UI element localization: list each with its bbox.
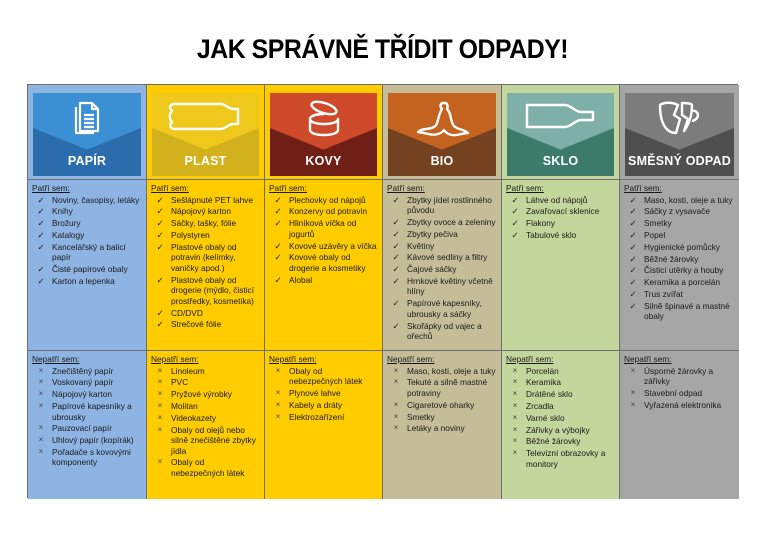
item-text: Plastové obaly od potravin (kelímky, vaničky apod.) bbox=[171, 241, 237, 273]
list-item bbox=[151, 230, 260, 241]
item-text: Brožury bbox=[52, 218, 81, 229]
cross-icon: × bbox=[630, 365, 636, 375]
list-item bbox=[269, 400, 378, 411]
list-item bbox=[624, 218, 735, 229]
item-text: CD/DVD bbox=[171, 307, 203, 318]
not-belongs-cell-kovy bbox=[265, 351, 383, 499]
item-text: Hrnkové květiny včetně hlíny bbox=[407, 275, 493, 297]
checkmark-icon: ✓ bbox=[392, 275, 400, 286]
item-text: Kovové obaly od drogerie a kosmetiky bbox=[289, 252, 366, 273]
cross-icon: × bbox=[38, 377, 44, 387]
item-text: Kabely a dráty bbox=[289, 399, 343, 410]
list-item bbox=[387, 423, 497, 434]
item-text: Plynové lahve bbox=[289, 387, 341, 398]
cross-icon: × bbox=[38, 446, 44, 456]
waste-sorting-table bbox=[27, 84, 738, 498]
cross-icon: × bbox=[512, 412, 518, 422]
not-belongs-cell-sklo bbox=[502, 351, 620, 499]
list-item bbox=[151, 308, 260, 319]
list-item bbox=[387, 400, 497, 411]
list-item bbox=[32, 389, 142, 400]
item-text: Kávové sedliny a filtry bbox=[407, 252, 488, 263]
checkmark-icon: ✓ bbox=[37, 241, 45, 252]
item-text: Pauzovací papír bbox=[52, 423, 112, 434]
item-text: Maso, kosti, oleje a tuky bbox=[407, 365, 496, 376]
list-item bbox=[624, 289, 735, 300]
item-text: Nápojový karton bbox=[52, 389, 112, 400]
category-header-bio bbox=[383, 85, 502, 180]
item-text: Keramika a porcelán bbox=[644, 277, 721, 288]
checkmark-icon: ✓ bbox=[392, 264, 400, 275]
cross-icon: × bbox=[393, 399, 399, 409]
checkmark-icon: ✓ bbox=[629, 300, 637, 311]
checkmark-icon: ✓ bbox=[156, 194, 164, 205]
checkmark-icon: ✓ bbox=[392, 194, 400, 205]
belongs-list bbox=[624, 195, 735, 322]
item-text: Noviny, časopisy, letáky bbox=[52, 194, 140, 205]
list-item bbox=[624, 195, 735, 206]
checkmark-icon: ✓ bbox=[629, 206, 637, 217]
not-belongs-heading: Nepatří sem: bbox=[32, 354, 80, 364]
belongs-heading: Patří sem: bbox=[624, 183, 662, 193]
list-item bbox=[151, 425, 260, 457]
item-text: Sešlápnuté PET lahve bbox=[171, 194, 253, 205]
item-text: Zrcadla bbox=[526, 400, 554, 411]
item-text: Knihy bbox=[52, 206, 73, 217]
category-label: PLAST bbox=[184, 154, 227, 168]
item-text: Drátěné sklo bbox=[526, 389, 573, 400]
list-item bbox=[32, 366, 142, 377]
list-item bbox=[269, 412, 378, 423]
list-item bbox=[269, 275, 378, 286]
checkmark-icon: ✓ bbox=[274, 252, 282, 263]
list-item bbox=[32, 195, 142, 206]
item-text: Obaly od nebezpečných látek bbox=[289, 365, 363, 387]
checkmark-icon: ✓ bbox=[511, 206, 519, 217]
cross-icon: × bbox=[512, 424, 518, 434]
cross-icon: × bbox=[157, 457, 163, 467]
not-belongs-list bbox=[506, 366, 615, 470]
list-item bbox=[32, 264, 142, 275]
item-text: Čisté papírové obaly bbox=[52, 264, 128, 275]
belongs-heading: Patří sem: bbox=[269, 183, 307, 193]
item-text: Zavařovací sklenice bbox=[526, 206, 600, 217]
cross-icon: × bbox=[630, 399, 636, 409]
checkmark-icon: ✓ bbox=[629, 241, 637, 252]
list-item bbox=[269, 252, 378, 273]
item-text: Obaly od olejů nebo silně znečištěné zbytky jídla bbox=[171, 424, 256, 456]
item-text: Linoleum bbox=[171, 365, 205, 376]
cross-icon: × bbox=[157, 412, 163, 422]
not-belongs-heading: Nepatří sem: bbox=[506, 354, 554, 364]
list-item bbox=[387, 366, 497, 377]
not-belongs-cell-smesny bbox=[620, 351, 739, 499]
item-text: Cigaretové oharky bbox=[407, 399, 475, 410]
belongs-cell-plast bbox=[147, 180, 265, 351]
not-belongs-list bbox=[151, 366, 260, 479]
item-text: Pořadače s kovovými komponenty bbox=[52, 446, 131, 468]
checkmark-icon: ✓ bbox=[274, 206, 282, 217]
item-text: Keramika bbox=[526, 377, 562, 388]
cross-icon: × bbox=[275, 387, 281, 397]
category-badge-smesny bbox=[625, 93, 734, 176]
list-item bbox=[151, 275, 260, 307]
list-item bbox=[624, 400, 735, 411]
checkmark-icon: ✓ bbox=[392, 228, 400, 239]
list-item bbox=[151, 366, 260, 377]
category-label: KOVY bbox=[305, 154, 342, 168]
item-text: Konzervy od potravin bbox=[289, 206, 367, 217]
checkmark-icon: ✓ bbox=[37, 275, 45, 286]
item-text: Elektrozařízení bbox=[289, 411, 345, 422]
list-item bbox=[32, 447, 142, 468]
item-text: Popel bbox=[644, 229, 666, 240]
item-text: Obaly od nebezpečných látek bbox=[171, 457, 245, 479]
checkmark-icon: ✓ bbox=[629, 265, 637, 276]
belongs-heading: Patří sem: bbox=[387, 183, 425, 193]
list-item bbox=[387, 229, 497, 240]
category-header-kovy bbox=[265, 85, 383, 180]
belongs-list bbox=[32, 195, 142, 287]
checkmark-icon: ✓ bbox=[37, 194, 45, 205]
list-item bbox=[151, 401, 260, 412]
belongs-heading: Patří sem: bbox=[506, 183, 544, 193]
not-belongs-list bbox=[32, 366, 142, 468]
list-item bbox=[269, 206, 378, 217]
category-header-plast bbox=[147, 85, 265, 180]
item-text: Smetky bbox=[407, 411, 435, 422]
item-text: Zbytky pečiva bbox=[407, 228, 458, 239]
belongs-cell-papir bbox=[28, 180, 147, 351]
item-text: Stavební odpad bbox=[644, 387, 703, 398]
not-belongs-cell-papir bbox=[28, 351, 147, 499]
list-item bbox=[387, 264, 497, 275]
cross-icon: × bbox=[275, 411, 281, 421]
cross-icon: × bbox=[512, 448, 518, 458]
list-item bbox=[151, 319, 260, 330]
item-text: Čajové sáčky bbox=[407, 264, 457, 275]
category-label: SMĚSNÝ ODPAD bbox=[628, 154, 731, 168]
checkmark-icon: ✓ bbox=[511, 218, 519, 229]
list-item bbox=[151, 389, 260, 400]
list-item bbox=[624, 242, 735, 253]
checkmark-icon: ✓ bbox=[629, 288, 637, 299]
not-belongs-list bbox=[624, 366, 735, 411]
checkmark-icon: ✓ bbox=[156, 274, 164, 285]
list-item bbox=[387, 241, 497, 252]
list-item bbox=[624, 277, 735, 288]
list-item bbox=[151, 457, 260, 478]
checkmark-icon: ✓ bbox=[274, 274, 282, 285]
checkmark-icon: ✓ bbox=[37, 206, 45, 217]
cross-icon: × bbox=[38, 365, 44, 375]
list-item bbox=[506, 389, 615, 400]
cross-icon: × bbox=[630, 387, 636, 397]
checkmark-icon: ✓ bbox=[629, 218, 637, 229]
list-item bbox=[387, 321, 497, 342]
list-item bbox=[387, 377, 497, 398]
not-belongs-heading: Nepatří sem: bbox=[151, 354, 199, 364]
item-text: Běžné žárovky bbox=[644, 253, 699, 264]
list-item bbox=[624, 254, 735, 265]
item-text: Plechovky od nápojů bbox=[289, 194, 366, 205]
category-header-papir bbox=[28, 85, 147, 180]
category-header-sklo bbox=[502, 85, 620, 180]
item-text: Silně špinavé a mastné obaly bbox=[644, 300, 730, 322]
item-text: Nápojový karton bbox=[171, 206, 231, 217]
item-text: Pryžové výrobky bbox=[171, 389, 232, 400]
belongs-heading: Patří sem: bbox=[32, 183, 70, 193]
item-text: Polystyren bbox=[171, 229, 210, 240]
checkmark-icon: ✓ bbox=[274, 218, 282, 229]
list-item bbox=[32, 435, 142, 446]
belongs-cell-smesny bbox=[620, 180, 739, 351]
cross-icon: × bbox=[275, 399, 281, 409]
list-item bbox=[506, 218, 615, 229]
cross-icon: × bbox=[38, 400, 44, 410]
list-item bbox=[387, 276, 497, 297]
belongs-list bbox=[506, 195, 615, 241]
list-item bbox=[151, 218, 260, 229]
belongs-cell-sklo bbox=[502, 180, 620, 351]
item-text: Květiny bbox=[407, 240, 435, 251]
list-item bbox=[506, 448, 615, 469]
list-item bbox=[269, 388, 378, 399]
list-item bbox=[506, 425, 615, 436]
item-text: PVC bbox=[171, 377, 189, 388]
checkmark-icon: ✓ bbox=[156, 307, 164, 318]
item-text: Čisticí utěrky a houby bbox=[644, 265, 724, 276]
cross-icon: × bbox=[157, 365, 163, 375]
checkmark-icon: ✓ bbox=[392, 216, 400, 227]
item-text: Papírové kapesníky, ubrousky a sáčky bbox=[407, 298, 482, 319]
item-text: Běžné žárovky bbox=[526, 436, 581, 447]
category-label: PAPÍR bbox=[67, 154, 107, 168]
item-text: Molitan bbox=[171, 400, 198, 411]
not-belongs-list bbox=[269, 366, 378, 423]
not-belongs-cell-plast bbox=[147, 351, 265, 499]
list-item bbox=[387, 217, 497, 228]
item-text: Hygienické pomůcky bbox=[644, 241, 721, 252]
item-text: Znečištěný papír bbox=[52, 365, 114, 376]
item-text: Videokazety bbox=[171, 412, 217, 423]
list-item bbox=[151, 195, 260, 206]
category-header-smesny bbox=[620, 85, 739, 180]
list-item bbox=[506, 436, 615, 447]
checkmark-icon: ✓ bbox=[392, 320, 400, 331]
not-belongs-list bbox=[387, 366, 497, 434]
list-item bbox=[387, 252, 497, 263]
checkmark-icon: ✓ bbox=[156, 218, 164, 229]
list-item bbox=[269, 241, 378, 252]
cross-icon: × bbox=[157, 400, 163, 410]
item-text: Zbytky ovoce a zeleniny bbox=[407, 216, 496, 227]
checkmark-icon: ✓ bbox=[629, 194, 637, 205]
cross-icon: × bbox=[512, 389, 518, 399]
category-badge-papir bbox=[33, 93, 141, 176]
list-item bbox=[32, 276, 142, 287]
item-text: Trus zvířat bbox=[644, 288, 683, 299]
cross-icon: × bbox=[38, 435, 44, 445]
belongs-cell-bio bbox=[383, 180, 502, 351]
checkmark-icon: ✓ bbox=[511, 194, 519, 205]
checkmark-icon: ✓ bbox=[274, 194, 282, 205]
list-item bbox=[506, 413, 615, 424]
page-title: JAK SPRÁVNĚ TŘÍDIT ODPADY! bbox=[196, 34, 569, 64]
checkmark-icon: ✓ bbox=[392, 298, 400, 309]
checkmark-icon: ✓ bbox=[37, 218, 45, 229]
cross-icon: × bbox=[393, 365, 399, 375]
cross-icon: × bbox=[393, 411, 399, 421]
list-item bbox=[151, 206, 260, 217]
belongs-heading: Patří sem: bbox=[151, 183, 189, 193]
list-item bbox=[269, 218, 378, 239]
item-text: Televizní obrazovky a monitory bbox=[526, 448, 606, 469]
list-item bbox=[151, 377, 260, 388]
list-item bbox=[506, 230, 615, 241]
list-item bbox=[506, 366, 615, 377]
list-item bbox=[151, 413, 260, 424]
cross-icon: × bbox=[38, 423, 44, 433]
list-item bbox=[32, 242, 142, 263]
not-belongs-heading: Nepatří sem: bbox=[269, 354, 317, 364]
checkmark-icon: ✓ bbox=[392, 240, 400, 251]
item-text: Tabulové sklo bbox=[526, 229, 577, 240]
list-item bbox=[506, 377, 615, 388]
list-item bbox=[624, 265, 735, 276]
item-text: Hliníková víčka od jogurtů bbox=[289, 218, 357, 239]
checkmark-icon: ✓ bbox=[156, 206, 164, 217]
category-badge-plast bbox=[152, 93, 259, 176]
list-item bbox=[506, 401, 615, 412]
checkmark-icon: ✓ bbox=[629, 229, 637, 240]
belongs-list bbox=[387, 195, 497, 342]
belongs-cell-kovy bbox=[265, 180, 383, 351]
cross-icon: × bbox=[512, 365, 518, 375]
cross-icon: × bbox=[157, 389, 163, 399]
cross-icon: × bbox=[512, 377, 518, 387]
cross-icon: × bbox=[157, 424, 163, 434]
item-text: Letáky a noviny bbox=[407, 423, 465, 434]
cross-icon: × bbox=[512, 400, 518, 410]
list-item bbox=[32, 423, 142, 434]
checkmark-icon: ✓ bbox=[629, 277, 637, 288]
item-text: Karton a lepenka bbox=[52, 275, 115, 286]
checkmark-icon: ✓ bbox=[37, 264, 45, 275]
item-text: Flakony bbox=[526, 218, 556, 229]
item-text: Zbytky jídel rostlinného původu bbox=[407, 194, 492, 216]
item-text: Smetky bbox=[644, 218, 672, 229]
list-item bbox=[269, 195, 378, 206]
checkmark-icon: ✓ bbox=[156, 229, 164, 240]
category-label: SKLO bbox=[542, 154, 579, 168]
item-text: Porcelán bbox=[526, 365, 559, 376]
list-item bbox=[387, 412, 497, 423]
list-item bbox=[32, 401, 142, 422]
belongs-list bbox=[151, 195, 260, 330]
list-item bbox=[624, 388, 735, 399]
list-item bbox=[624, 206, 735, 217]
list-item bbox=[151, 242, 260, 274]
cross-icon: × bbox=[275, 365, 281, 375]
not-belongs-heading: Nepatří sem: bbox=[387, 354, 435, 364]
checkmark-icon: ✓ bbox=[274, 240, 282, 251]
not-belongs-cell-bio bbox=[383, 351, 502, 499]
category-badge-kovy bbox=[270, 93, 377, 176]
cross-icon: × bbox=[393, 423, 399, 433]
cross-icon: × bbox=[393, 377, 399, 387]
item-text: Varné sklo bbox=[526, 412, 565, 423]
item-text: Skořápky od vajec a ořechů bbox=[407, 320, 482, 342]
belongs-list bbox=[269, 195, 378, 286]
item-text: Katalogy bbox=[52, 229, 85, 240]
item-text: Zářivky a výbojky bbox=[526, 424, 590, 435]
list-item bbox=[32, 377, 142, 388]
cross-icon: × bbox=[512, 436, 518, 446]
item-text: Uhlový papír (kopírák) bbox=[52, 435, 134, 446]
list-item bbox=[624, 366, 735, 387]
category-label: BIO bbox=[430, 154, 454, 168]
cross-icon: × bbox=[38, 389, 44, 399]
list-item bbox=[32, 218, 142, 229]
item-text: Vyřazená elektronika bbox=[644, 399, 722, 410]
checkmark-icon: ✓ bbox=[511, 229, 519, 240]
list-item bbox=[32, 230, 142, 241]
list-item bbox=[32, 206, 142, 217]
item-text: Kancelářský a balicí papír bbox=[52, 241, 126, 263]
list-item bbox=[387, 195, 497, 216]
list-item bbox=[506, 206, 615, 217]
list-item bbox=[269, 366, 378, 387]
checkmark-icon: ✓ bbox=[629, 253, 637, 264]
list-item bbox=[506, 195, 615, 206]
item-text: Voskovaný papír bbox=[52, 377, 114, 388]
item-text: Kovové uzávěry a víčka bbox=[289, 240, 377, 251]
not-belongs-heading: Nepatří sem: bbox=[624, 354, 672, 364]
item-text: Alobal bbox=[289, 274, 313, 285]
list-item bbox=[624, 230, 735, 241]
checkmark-icon: ✓ bbox=[392, 252, 400, 263]
cross-icon: × bbox=[157, 377, 163, 387]
item-text: Maso, kosti, oleje a tuky bbox=[644, 194, 733, 205]
category-badge-sklo bbox=[507, 93, 614, 176]
item-text: Sáčky z vysavače bbox=[644, 206, 710, 217]
item-text: Plastové obaly od drogerie (mýdlo, čisticí prostředky, kosmetika) bbox=[171, 274, 254, 306]
category-badge-bio bbox=[388, 93, 496, 176]
item-text: Láhve od nápojů bbox=[526, 194, 588, 205]
item-text: Tekuté a silně mastné potraviny bbox=[407, 377, 488, 398]
item-text: Sáčky, tašky, fólie bbox=[171, 218, 237, 229]
checkmark-icon: ✓ bbox=[156, 319, 164, 330]
checkmark-icon: ✓ bbox=[156, 241, 164, 252]
list-item bbox=[624, 301, 735, 322]
item-text: Strečové fólie bbox=[171, 319, 222, 330]
item-text: Úsporné žárovky a zářivky bbox=[644, 365, 714, 387]
item-text: Papírové kapesníky a ubrousky bbox=[52, 400, 132, 422]
checkmark-icon: ✓ bbox=[37, 229, 45, 240]
list-item bbox=[387, 298, 497, 319]
